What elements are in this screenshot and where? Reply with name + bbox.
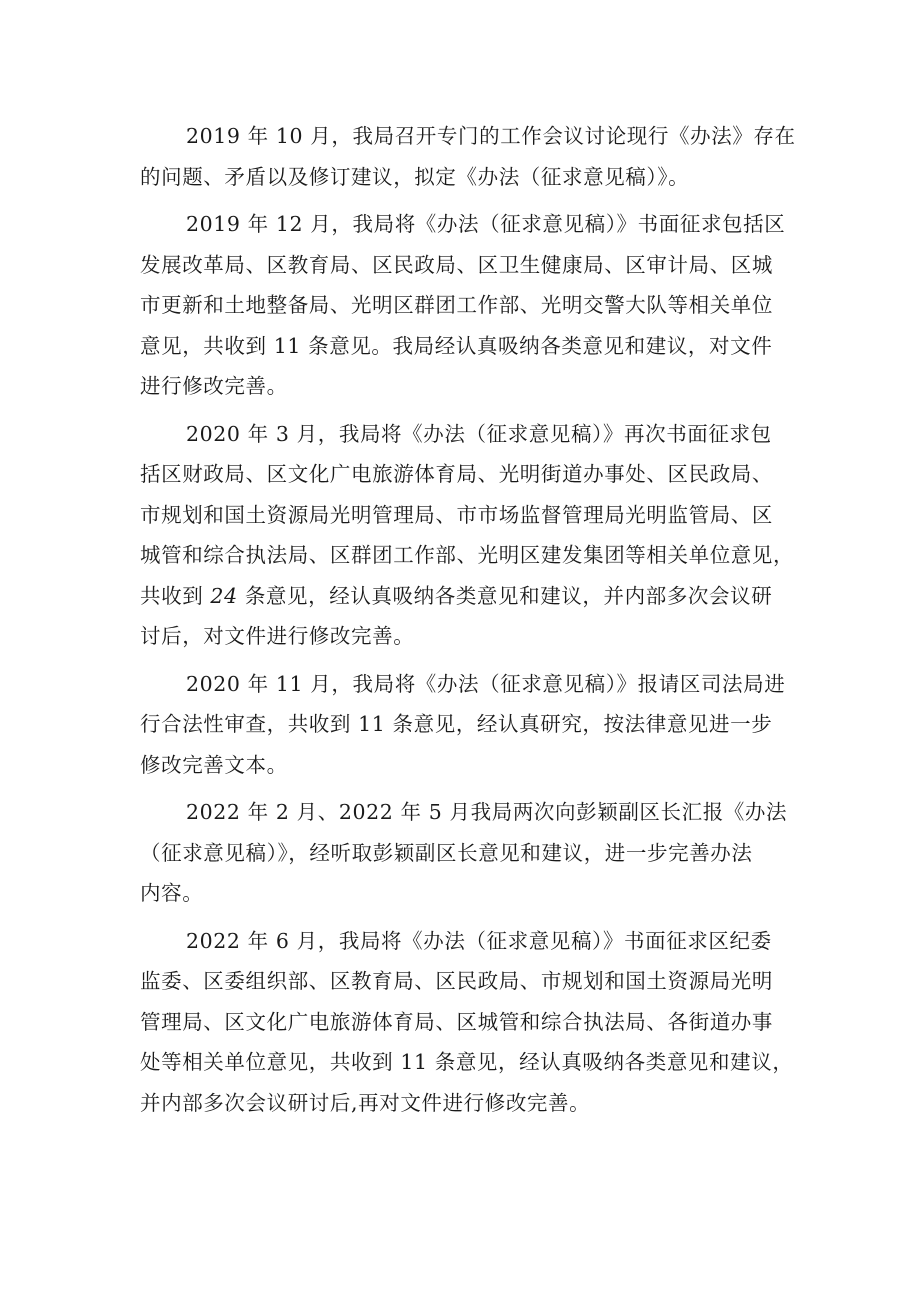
text-line: （征求意见稿）》，经听取彭颖副区长意见和建议，进一步完善办法: [140, 840, 753, 865]
text-line: 管理局、区文化广电旅游体育局、区城管和综合执法局、各街道办事: [140, 1009, 773, 1034]
text-line: 意见，共收到 11 条意见。我局经认真吸纳各类意见和建议，对文件: [140, 333, 773, 358]
text-line: 讨后，对文件进行修改完善。: [140, 624, 415, 648]
text-line: 2019 年 10 月，我局召开专门的工作会议讨论现行《办法》存在: [186, 124, 796, 148]
paragraph-2020-11: [0, 664, 920, 786]
paragraph-2020-03: [0, 414, 920, 657]
paragraph-2022-06: [0, 921, 920, 1124]
text-line: 处等相关单位意见，共收到 11 条意见，经认真吸纳各类意见和建议，: [140, 1050, 794, 1074]
comment-count: 24: [210, 583, 238, 608]
text-line: [0, 576, 920, 617]
document-body: [0, 116, 920, 1123]
text-line: 2022 年 6 月，我局将《办法（征求意见稿）》书面征求区纪委: [186, 928, 772, 953]
text-line: 修改完善文本。: [140, 752, 288, 777]
text-line: 并内部多次会议研讨后,再对文件进行修改完善。: [140, 1090, 591, 1115]
text-line: 市更新和土地整备局、光明区群团工作部、光明交警大队等相关单位: [140, 293, 773, 317]
text-line: 内容。: [140, 881, 204, 905]
paragraph-2019-10: [0, 116, 920, 197]
text-line: 的问题、矛盾以及修订建议，拟定《办法（征求意见稿）》。: [140, 164, 690, 189]
text-line: 进行修改完善。: [140, 374, 288, 398]
text-line: 括区财政局、区文化广电旅游体育局、光明街道办事处、区民政局、: [140, 462, 773, 486]
text-line: 发展改革局、区教育局、区民政局、区卫生健康局、区审计局、区城: [140, 252, 773, 277]
text-line: 市规划和国土资源局光明管理局、市市场监督管理局光明监管局、区: [140, 502, 773, 527]
text-line: 城管和综合执法局、区群团工作部、光明区建发集团等相关单位意见，: [140, 543, 795, 567]
text-line: 2020 年 3 月，我局将《办法（征求意见稿）》再次书面征求包: [186, 421, 772, 446]
text-line: 2022 年 2 月、2022 年 5 月我局两次向彭颖副区长汇报《办法: [186, 800, 788, 824]
paragraph-2022-02: [0, 792, 920, 914]
text-line: 2020 年 11 月，我局将《办法（征求意见稿）》报请区司法局进: [186, 671, 786, 696]
text-line: 监委、区委组织部、区教育局、区民政局、市规划和国土资源局光明: [140, 969, 773, 993]
paragraph-2019-12: [0, 204, 920, 407]
text-line: 2019 年 12 月，我局将《办法（征求意见稿）》书面征求包括区: [186, 212, 786, 236]
text-line: 行合法性审查，共收到 11 条意见，经认真研究，按法律意见进一步: [140, 712, 773, 736]
text-segment: 共收到: [140, 583, 211, 608]
text-segment: 条意见，经认真吸纳各类意见和建议，并内部多次会议研: [237, 583, 773, 608]
